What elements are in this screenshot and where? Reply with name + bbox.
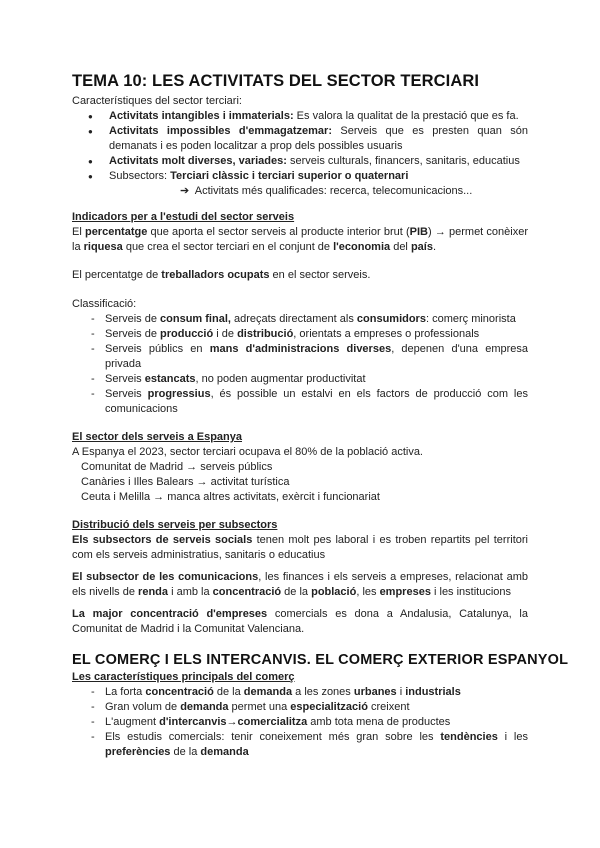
subsectors-sub-text: Activitats més qualificades: recerca, telecomunicacions... (194, 185, 473, 197)
list-item: - Serveis estancats, no poden augmentar productivitat (72, 372, 528, 387)
distribution-paragraph-2: El subsector de les comunicacions, les finances i els serveis a empreses, relacionat amb els nivells de renda i amb la concentració de la població, les empreses i les institucions (72, 571, 528, 598)
list-item: - L'augment d'intercanvis→comercialitza amb tota mena de productes (72, 715, 528, 730)
characteristics-section (72, 94, 528, 199)
distribution-paragraph-3: La major concentració d'empreses comercials es dona a Andalusia, Catalunya, la Comunitat de Madrid i la Comunitat Valenciana. (72, 608, 528, 635)
indicators-section (72, 210, 528, 255)
indicators-paragraph-1: El percentatge que aporta el sector serveis al producte interior brut (PIB) → permet conèixer la riquesa que crea el sector terciari en el conjunt de l'economia del país. (72, 226, 528, 253)
commerce-heading: EL COMERÇ I ELS INTERCANVIS. EL COMERÇ EXTERIOR ESPANYOL (72, 652, 569, 668)
item-text: Es valora la qualitat de la prestació que es fa. (293, 110, 519, 122)
spain-intro: A Espanya el 2023, sector terciari ocupava el 80% de la població activa. (72, 446, 423, 458)
distribution-heading: Distribució dels serveis per subsectors (72, 519, 278, 531)
spain-line: Ceuta i Melilla → manca altres activitats, exèrcit i funcionariat (81, 491, 380, 503)
list-item (72, 169, 528, 184)
item-text: serveis culturals, financers, sanitaris, educatius (286, 155, 520, 167)
item-text: Serveis que es presten quan són demanats i es poden localitzar a prop dels possibles usuaris (109, 125, 528, 152)
list-item (72, 154, 528, 169)
spain-heading: El sector dels serveis a Espanya (72, 431, 242, 443)
spain-line: Comunitat de Madrid → serveis públics (81, 461, 273, 473)
list-item: - Serveis de producció i de distribució, orientats a empreses o professionals (72, 327, 528, 342)
commerce-subheading: Les característiques principals del comerç (72, 671, 295, 683)
commerce-list (72, 685, 528, 760)
list-item: - Serveis públics en mans d'administracions diverses, depenen d'una empresa privada (72, 342, 528, 372)
list-item: - La forta concentració de la demanda a les zones urbanes i industrials (72, 685, 528, 700)
spain-line: Canàries i Illes Balears → activitat turística (81, 476, 290, 488)
classification-list (72, 312, 528, 417)
classification-section (72, 297, 528, 417)
item-text: Subsectors: (109, 170, 171, 182)
characteristics-intro: Característiques del sector terciari: (72, 95, 242, 107)
list-item (72, 109, 528, 124)
list-item: - Serveis progressius, és possible un estalvi en els factors de producció com les comunicacions (72, 387, 528, 417)
indicators-paragraph-2: El percentatge de treballadors ocupats en el sector serveis. (72, 269, 371, 281)
subsectors-sub-line (72, 184, 528, 199)
list-item: - Serveis de consum final, adreçats directament als consumidors: comerç minorista (72, 312, 528, 327)
arrow-icon: ➔ (180, 185, 190, 197)
distribution-section (72, 518, 528, 563)
item-bold: Activitats impossibles d'emmagatzemar: (109, 125, 332, 137)
classification-intro: Classificació: (72, 298, 137, 310)
commerce-section (72, 670, 528, 760)
list-item: - Gran volum de demanda permet una especialització creixent (72, 700, 528, 715)
item-bold: Activitats molt diverses, variades: (109, 155, 287, 167)
distribution-paragraph-1: Els subsectors de serveis socials tenen molt pes laboral i es troben repartits pel territori com els serveis administratius, sanitaris o educatius (72, 534, 528, 561)
page-title: TEMA 10: LES ACTIVITATS DEL SECTOR TERCIARI (72, 72, 480, 90)
item-bold: Activitats intangibles i immaterials: (109, 110, 294, 122)
indicators-heading: Indicadors per a l'estudi del sector serveis (72, 211, 295, 223)
characteristics-list (72, 109, 528, 184)
spain-section (72, 430, 528, 505)
list-item: - Els estudis comercials: tenir coneixement més gran sobre les tendències i les preferències de la demanda (72, 730, 528, 760)
item-bold: Terciari clàssic i terciari superior o quaternari (170, 170, 409, 182)
list-item (72, 124, 528, 154)
